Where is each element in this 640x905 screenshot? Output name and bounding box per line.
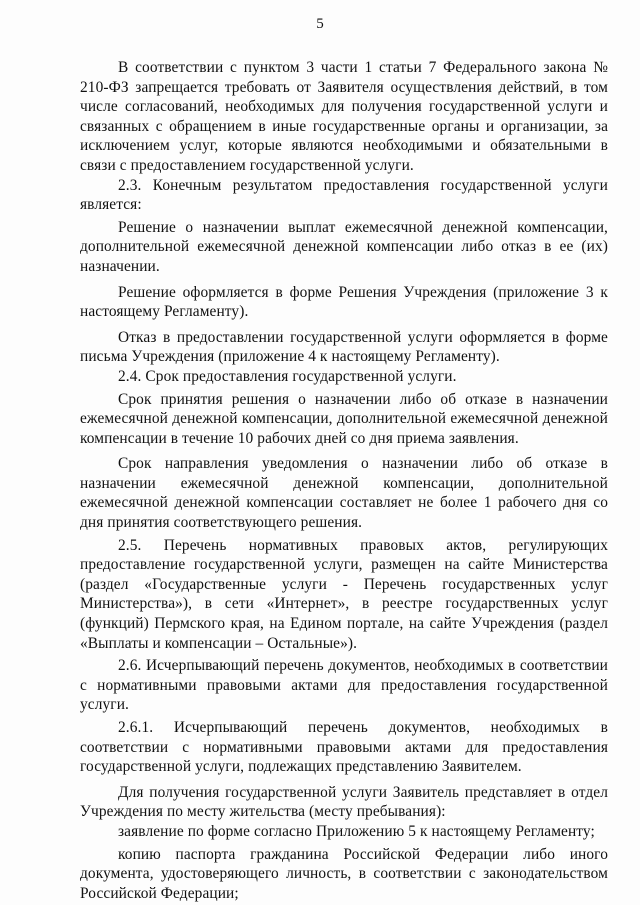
paragraph-2-3: 2.3. Конечным результатом предоставления государственной услуги является: [80,176,608,214]
paragraph-decision: Решение о назначении выплат ежемесячной денежной компенсации, дополнительной ежемесячной денежной компенсации либо отказ в ее (их) назначении. [80,218,608,275]
paragraph-application-form: заявление по форме согласно Приложению 5 к настоящему Регламенту; [118,822,595,840]
document-body [80,58,608,903]
paragraph-refusal: Отказ в предоставлении государственной услуги оформляется в форме письма Учреждения (приложение 4 к настоящему Регламенту). [80,328,608,366]
paragraph-decision-term: Срок принятия решения о назначении либо об отказе в назначении ежемесячной денежной компенсации, дополнительной ежемесячной денежной компенсации в течение 10 рабочих дней со дня приема заявления. [80,390,608,447]
paragraph-decision-form: Решение оформляется в форме Решения Учреждения (приложение 3 к настоящему Регламенту). [80,283,608,321]
paragraph-2-5: 2.5. Перечень нормативных правовых актов, регулирующих предоставление государственной услуги, размещен на сайте Министерства (раздел «Государственные услуги - Перечень государственных услуг Министерства»), в сети «Интернет», в реестре государственных услуг (функций) Пермского края, на Едином портале, на сайте Учреждения (раздел «Выплаты и компенсации – Остальные»). [80,536,608,652]
paragraph-passport-copy: копию паспорта гражданина Российской Федерации либо иного документа, удостоверяющего личность, в соответствии с законодательством Российской Федерации; [80,845,608,902]
page-number: 5 [316,16,324,32]
paragraph-applicant-submits: Для получения государственной услуги Заявитель представляет в отдел Учреждения по месту жительства (месту пребывания): [80,783,608,821]
paragraph-2-6: 2.6. Исчерпывающий перечень документов, необходимых в соответствии с нормативными правовыми актами для предоставления государственной услуги. [80,657,608,714]
paragraph-notification-term: Срок направления уведомления о назначении либо об отказе в назначении ежемесячной денежной компенсации, дополнительной ежемесячной денежной компенсации составляет не более 1 рабочего дня со дня принятия соответствующего решения. [80,455,608,532]
paragraph-2-4: 2.4. Срок предоставления государственной услуги. [118,367,457,385]
paragraph-210fz: В соответствии с пунктом 3 части 1 статьи 7 Федерального закона № 210-ФЗ запрещается требовать от Заявителя осуществления действий, в том числе согласований, необходимых для получения государственной услуги и связанных с обращением в иные государственные органы и организации, за исключением услуг, которые являются необходимыми и обязательными в связи с предоставлением государственной услуги. [80,59,608,174]
paragraph-2-6-1: 2.6.1. Исчерпывающий перечень документов, необходимых в соответствии с нормативными правовыми актами для предоставления государственной услуги, подлежащих представлению Заявителем. [80,719,608,776]
